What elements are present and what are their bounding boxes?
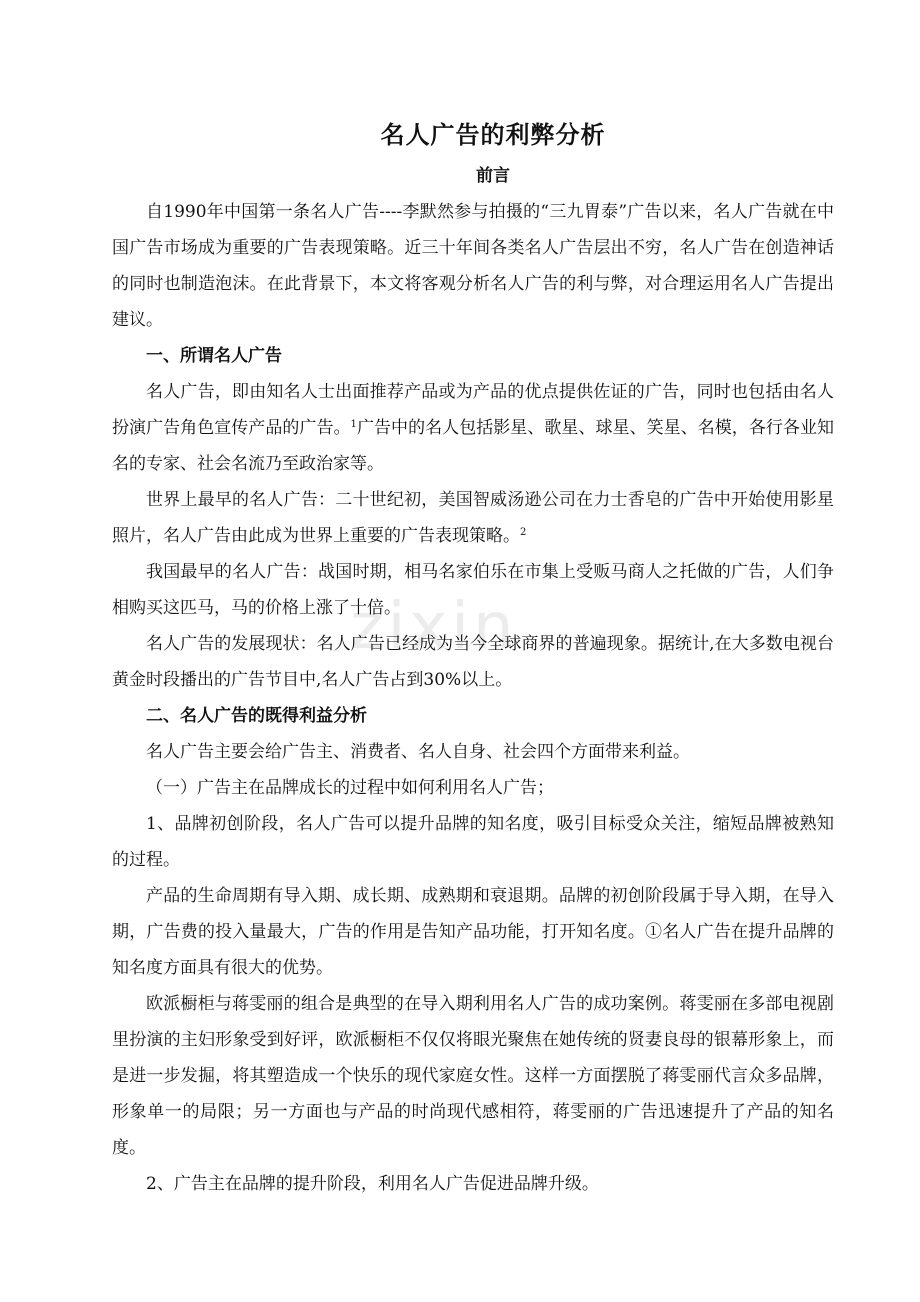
- footnote-marker-1: 1: [350, 419, 357, 430]
- footnote-marker-2: 2: [520, 527, 527, 538]
- section-1-paragraph-3: 我国最早的名人广告：战国时期，相马名家伯乐在市集上受贩马商人之托做的广告，人们争相购买这匹马，马的价格上涨了十倍。: [112, 562, 834, 618]
- section-2-paragraph-4: 产品的生命周期有导入期、成长期、成熟期和衰退期。品牌的初创阶段属于导入期，在导入期，广告费的投入量最大，广告的作用是告知产品功能，打开知名度。①名人广告在提升品牌的知名度方面具有很大的优势。: [112, 886, 834, 978]
- section-2-paragraph-5: 欧派橱柜与蒋雯丽的组合是典型的在导入期利用名人广告的成功案例。蒋雯丽在多部电视剧里扮演的主妇形象受到好评，欧派橱柜不仅仅将眼光聚焦在她传统的贤妻良母的银幕形象上，而是进一步发掘，将其塑造成一个快乐的现代家庭女性。这样一方面摆脱了蒋雯丽代言众多品牌，形象单一的局限；另一方面也与产品的时尚现代感相符，蒋雯丽的广告迅速提升了产品的知名度。: [112, 994, 834, 1158]
- section-2-paragraph-1: 名人广告主要会给广告主、消费者、名人自身、社会四个方面带来利益。: [146, 742, 690, 762]
- document-body: [112, 112, 834, 1202]
- document-title: 名人广告的利弊分析: [380, 120, 606, 149]
- paragraph-text: 世界上最早的名人广告：二十世纪初，美国智威汤逊公司在力士香皂的广告中开始使用影星照片，名人广告由此成为世界上重要的广告表现策略。: [112, 490, 834, 546]
- section-1-paragraph-2: [112, 482, 834, 554]
- paragraph-text: 广告中的名人包括影星、歌星、球星、笑星、名模，各行各业知名的专家、社会名流乃至政治家等。: [112, 418, 835, 474]
- section-2-paragraph-6: 2、广告主在品牌的提升阶段，利用名人广告促进品牌升级。: [146, 1174, 599, 1194]
- section-2-paragraph-3: 1、品牌初创阶段，名人广告可以提升品牌的知名度，吸引目标受众关注，缩短品牌被熟知的过程。: [112, 814, 834, 870]
- watermark: zixin: [350, 590, 518, 664]
- section-2-paragraph-2: （一）广告主在品牌成长的过程中如何利用名人广告；: [146, 778, 554, 798]
- section-1-heading: 一、所谓名人广告: [146, 346, 282, 366]
- preface-paragraph: 自1990年中国第一条名人广告----李默然参与拍摄的“三九胃泰”广告以来，名人广告就在中国广告市场成为重要的广告表现策略。近三十年间各类名人广告层出不穷，名人广告在创造神话的同时也制造泡沫。在此背景下，本文将客观分析名人广告的利与弊，对合理运用名人广告提出建议。: [112, 202, 834, 330]
- paragraph-text: 名人广告，即由知名人士出面推荐产品或为产品的优点提供佐证的广告，同时也包括由名人扮演广告角色宣传产品的广告。: [112, 382, 834, 438]
- section-1-paragraph-1: [112, 374, 834, 482]
- section-1-paragraph-4: 名人广告的发展现状：名人广告已经成为当今全球商界的普遍现象。据统计,在大多数电视台黄金时段播出的广告节目中,名人广告占到30%以上。: [112, 634, 834, 690]
- preface-heading: 前言: [476, 166, 510, 186]
- section-2-heading: 二、名人广告的既得利益分析: [146, 706, 367, 726]
